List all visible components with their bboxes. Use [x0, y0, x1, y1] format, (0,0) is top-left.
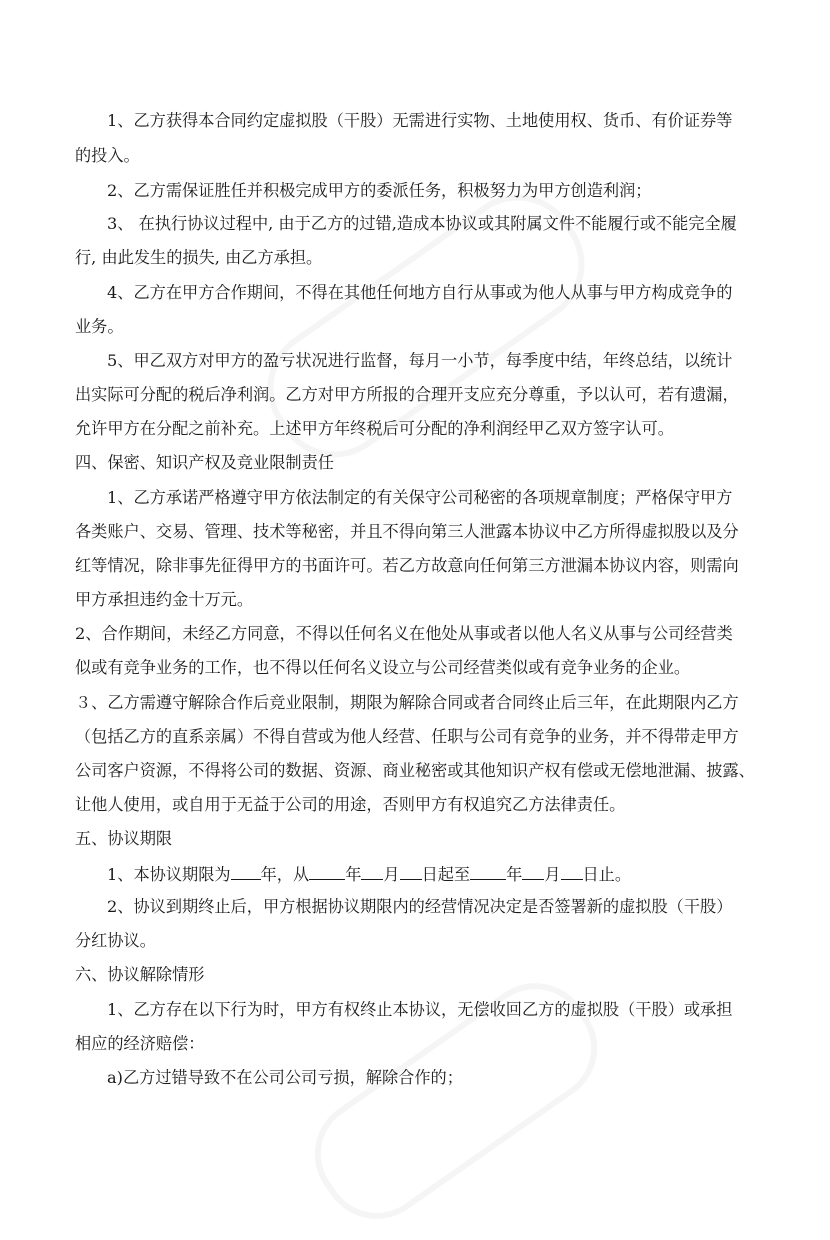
- paragraph-line: 允许甲方在分配之前补充。上述甲方年终税后可分配的净利润经甲乙双方签字认可。: [75, 419, 674, 438]
- blank-field-start-day[interactable]: [400, 863, 422, 880]
- paragraph-line: 的投入。: [75, 146, 140, 165]
- paragraph-line: 分红协议。: [75, 931, 156, 950]
- paragraph-line: 让他人使用，或自用于无益于公司的用途，否则甲方有权追究乙方法律责任。: [75, 795, 626, 814]
- section-heading: 六、协议解除情形: [75, 965, 205, 984]
- blank-field-end-year[interactable]: [470, 863, 506, 880]
- paragraph-line: 出实际可分配的税后净利润。乙方对甲方所报的合理开支应充分尊重，予以认可，若有遗漏，: [75, 385, 739, 404]
- blank-field-start-month[interactable]: [361, 863, 383, 880]
- paragraph-line: 业务。: [75, 317, 124, 336]
- term-clause-text: 月: [383, 865, 400, 884]
- paragraph-line: 1、乙方承诺严格遵守甲方依法制定的有关保守公司秘密的各项规章制度；严格保守甲方: [107, 488, 733, 507]
- term-clause-text: 月: [544, 865, 561, 884]
- blank-field-years[interactable]: [231, 863, 261, 880]
- blank-field-end-month[interactable]: [522, 863, 544, 880]
- list-item: a)乙方过错导致不在公司公司亏损，解除合作的；: [107, 1068, 463, 1087]
- paragraph-line: 各类账户、交易、管理、技术等秘密，并且不得向第三人泄露本协议中乙方所得虚拟股以及分: [75, 522, 739, 541]
- section-heading: 四、保密、知识产权及竞业限制责任: [75, 453, 334, 472]
- term-clause-text: 年: [345, 865, 362, 884]
- paragraph-line: 相应的经济赔偿：: [75, 1034, 205, 1053]
- term-clause: [107, 863, 830, 885]
- paragraph-line: 似或有竞争业务的工作，也不得以任何名义设立与公司经营类似或有竞争业务的企业。: [75, 658, 691, 677]
- paragraph-line: （包括乙方的直系亲属）不得自营或为他人经营、任职与公司有竞争的业务，并不得带走甲方: [75, 727, 739, 746]
- paragraph-line: ３、乙方需遵守解除合作后竞业限制，期限为解除合同或者合同终止后三年，在此期限内乙方: [75, 693, 739, 712]
- paragraph-line: 4、乙方在甲方合作期间，不得在其他任何地方自行从事或为他人从事与甲方构成竞争的: [107, 283, 733, 302]
- paragraph-line: 公司客户资源，不得将公司的数据、资源、商业秘密或其他知识产权有偿或无偿地泄漏、披露、: [75, 761, 755, 780]
- term-clause-text: 年，从: [260, 865, 310, 884]
- paragraph-line: 2、协议到期终止后，甲方根据协议期限内的经营情况决定是否签署新的虚拟股（干股）: [107, 897, 733, 916]
- paragraph-line: 1、乙方存在以下行为时，甲方有权终止本协议，无偿收回乙方的虚拟股（干股）或承担: [107, 1000, 733, 1019]
- paragraph-line: 1、乙方获得本合同约定虚拟股（干股）无需进行实物、土地使用权、货币、有价证券等: [107, 111, 733, 130]
- term-clause-text: 日止。: [582, 865, 632, 884]
- blank-field-end-day[interactable]: [561, 863, 583, 880]
- term-clause-text: 1、本协议期限为: [107, 865, 231, 884]
- paragraph-line: 3、 在执行协议过程中, 由于乙方的过错,造成本协议或其附属文件不能履行或不能完全履: [107, 214, 737, 233]
- term-clause-text: 日起至: [421, 865, 471, 884]
- paragraph-line: 红等情况，除非事先征得甲方的书面许可。若乙方故意向任何第三方泄漏本协议内容，则需向: [75, 556, 739, 575]
- paragraph-line: 5、甲乙双方对甲方的盈亏状况进行监督，每月一小节，每季度中结，年终总结，以统计: [107, 351, 733, 370]
- paragraph-line: 甲方承担违约金十万元。: [75, 590, 254, 609]
- blank-field-start-year[interactable]: [309, 863, 345, 880]
- paragraph-line: 2、乙方需保证胜任并积极完成甲方的委派任务，积极努力为甲方创造利润；: [107, 181, 652, 200]
- term-clause-text: 年: [506, 865, 523, 884]
- paragraph-line: 2、合作期间，未经乙方同意，不得以任何名义在他处从事或者以他人名义从事与公司经营类: [75, 624, 733, 643]
- paragraph-line: 行, 由此发生的损失, 由乙方承担。: [75, 248, 323, 267]
- section-heading: 五、协议期限: [75, 829, 173, 848]
